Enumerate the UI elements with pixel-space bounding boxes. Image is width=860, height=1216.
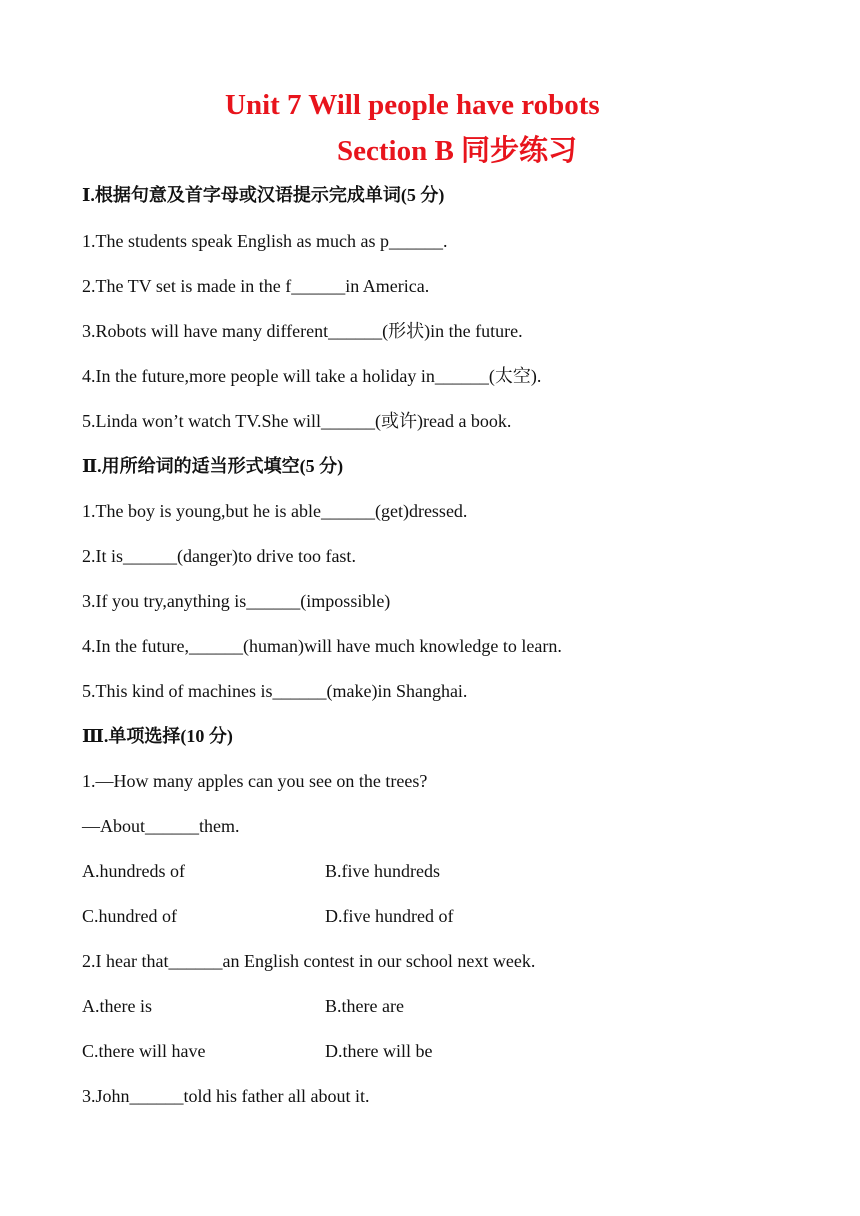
question-1-answer-line: —About______them. [82, 816, 240, 836]
section-1-item-3: 3.Robots will have many different______(形状)in the future. [82, 321, 523, 341]
section-1-item-5: 5.Linda won’t watch TV.She will______(或许)read a book. [82, 411, 512, 431]
question-1-option-b: B.five hundreds [325, 861, 440, 881]
section-2-item-4: 4.In the future,______(human)will have much knowledge to learn. [82, 636, 562, 656]
question-2-stem: 2.I hear that______an English contest in our school next week. [82, 951, 536, 971]
section-1-heading: Ⅰ.根据句意及首字母或汉语提示完成单词(5 分) [82, 185, 445, 205]
section-2-item-1: 1.The boy is young,but he is able______(get)dressed. [82, 501, 468, 521]
question-2-option-d: D.there will be [325, 1041, 433, 1061]
section-1-item-1: 1.The students speak English as much as p______. [82, 231, 448, 251]
section-1-item-4: 4.In the future,more people will take a holiday in______(太空). [82, 366, 542, 386]
question-3-stem: 3.John______told his father all about it. [82, 1086, 370, 1106]
section-2-item-2: 2.It is______(danger)to drive too fast. [82, 546, 356, 566]
section-2-item-5: 5.This kind of machines is______(make)in Shanghai. [82, 681, 468, 701]
section-2-heading: Ⅱ.用所给词的适当形式填空(5 分) [82, 456, 344, 476]
question-1-stem: 1.—How many apples can you see on the trees? [82, 771, 428, 791]
worksheet-subtitle: Section B 同步练习 [337, 135, 578, 167]
section-2-item-3: 3.If you try,anything is______(impossible) [82, 591, 391, 611]
question-2-option-c: C.there will have [82, 1041, 206, 1061]
question-1-option-a: A.hundreds of [82, 861, 185, 881]
question-1-option-c: C.hundred of [82, 906, 177, 926]
question-2-option-a: A.there is [82, 996, 152, 1016]
worksheet-title: Unit 7 Will people have robots [225, 89, 600, 121]
question-2-option-b: B.there are [325, 996, 404, 1016]
section-3-heading: Ⅲ.单项选择(10 分) [82, 726, 233, 746]
question-1-option-d: D.five hundred of [325, 906, 454, 926]
section-1-item-2: 2.The TV set is made in the f______in America. [82, 276, 430, 296]
